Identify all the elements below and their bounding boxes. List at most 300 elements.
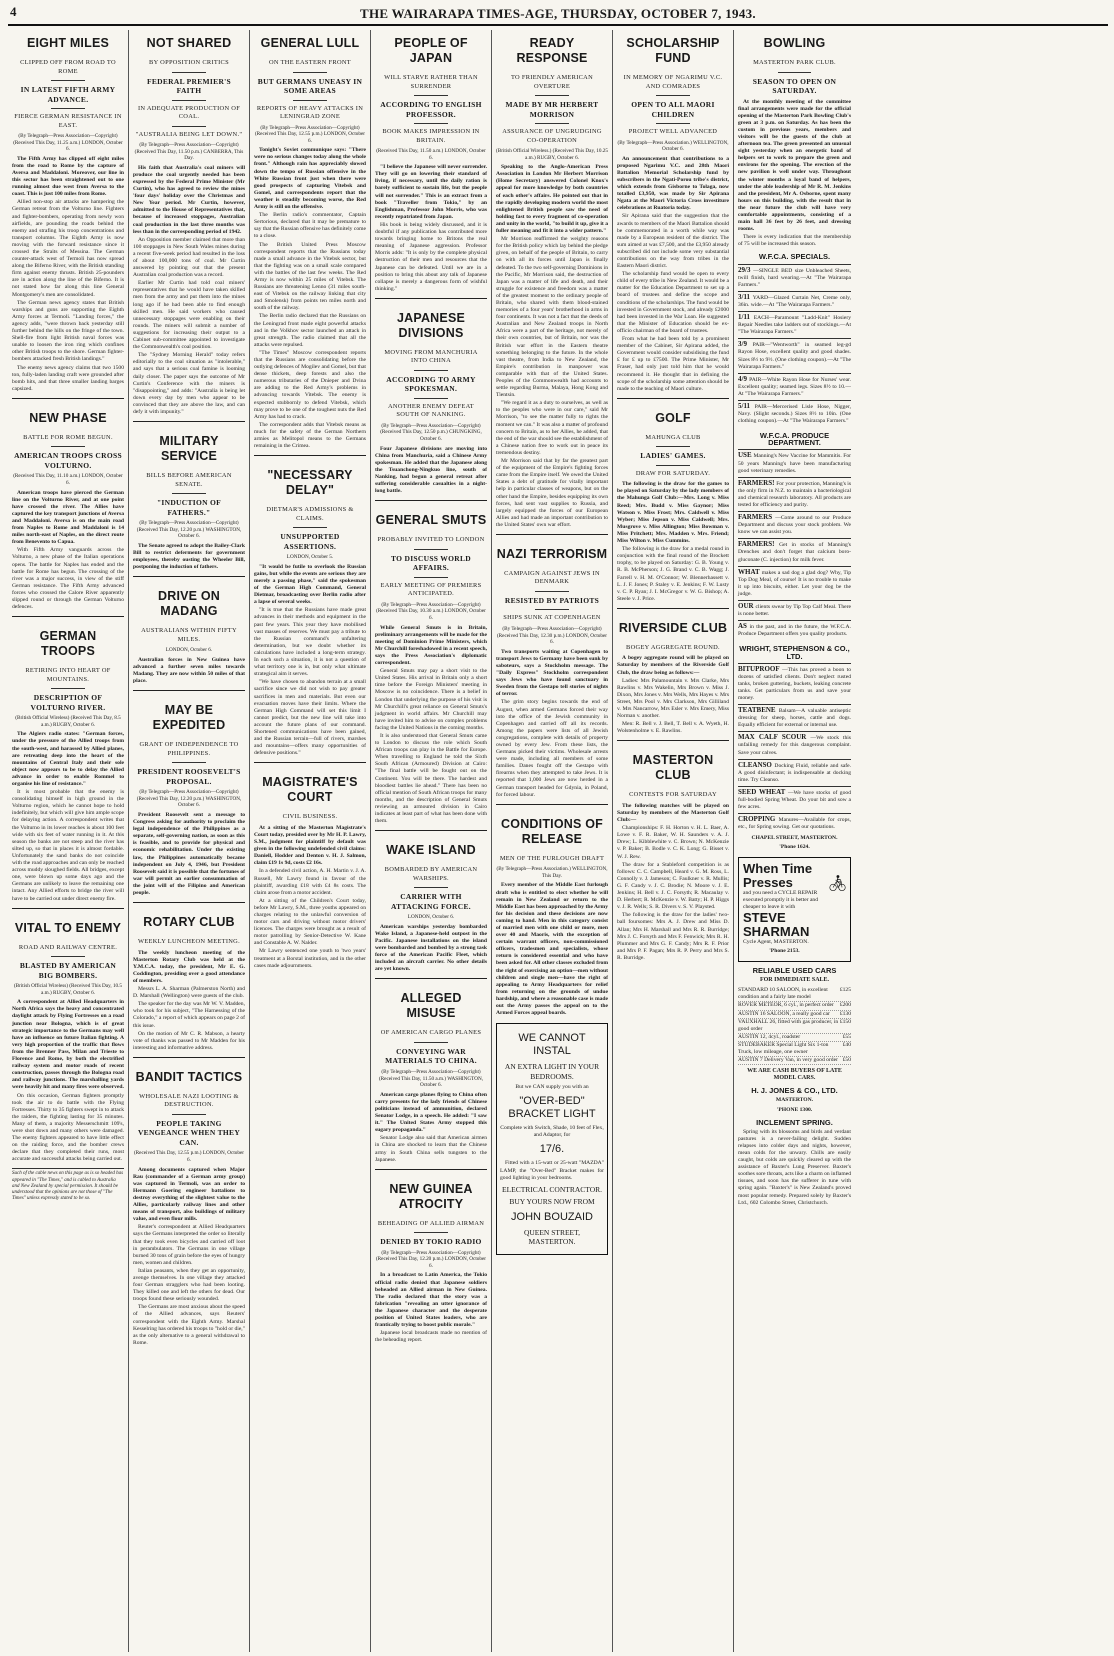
item-text: Manning's New Vaccine for Mammitis. For 50 years Manning's have been manufacturing good veterinary remedies. [738, 453, 851, 474]
item-text: For your protection, Manning's is the only firm in N.Z. to maintain a bacteriological and chemical research laboratory. All products are tested for efficiency and purity. [738, 480, 852, 508]
headline: VITAL TO ENEMY [14, 920, 122, 935]
deck: PRESIDENT ROOSEVELT'S PROPOSAL. [137, 767, 241, 786]
deck: PROBABLY INVITED TO LONDON [377, 536, 485, 544]
deck-rule [778, 72, 812, 73]
car-price: £55 [842, 1033, 851, 1040]
ad-address: QUEEN STREET, MASTERTON. [523, 1227, 581, 1247]
classified-item [738, 511, 851, 538]
deck-rule [172, 100, 206, 101]
paragraph: "It would be futile to overlook the Russian gains, but while the events are serious they are merely a passing phase," said the spokesman of the German High Command, General Dietmar, broadcasting over Berlin radio after a lapse of several weeks. [254, 563, 366, 606]
deck: OF AMERICAN CARGO PLANES [380, 1029, 482, 1037]
dateline: (By Telegraph—Press Association—Copyright) (Received This Day, 10.30 a.m.) LONDON, October 6. [376, 601, 486, 621]
deck: MAHUNGA CLUB [645, 433, 701, 441]
paragraph: Four Japanese divisions are moving into China from Manchuria, said a Chinese Army spokesman. He added that the Japanese along the Tsuanchong-Ningkuo line, south of Nanking, had begun a general retreat after suffering considerable casualties in a night-long battle. [375, 445, 487, 495]
headline: PEOPLE OF JAPAN [394, 36, 468, 65]
deck-rule [51, 108, 85, 109]
used-cars-advert [738, 967, 851, 1114]
deck: ANOTHER ENEMY DEFEAT SOUTH OF NANKING. [388, 402, 474, 419]
article [254, 455, 366, 757]
deck-rule [51, 956, 85, 957]
item-lead: TEATBENE [738, 706, 779, 715]
item-text: —We have stocks of good full-bodied Spring Wheat. Do your bit and sow a few acres. [738, 789, 851, 811]
article [496, 534, 608, 799]
ad-name: JOHN BOUZAID [511, 1210, 593, 1223]
paragraph: At a sitting of the Masterton Magistrate's Court today, presided over by Mr H. P. Lawry, S.M., judgment for plaintiff by default was given in the following undefended civil claims: Daniell, Hodder and Denton v. H. J. Salmon, claim £19 1s 9d, costs £2 16s. [254, 824, 366, 867]
deck: SHIPS SUNK AT COPENHAGEN [503, 614, 601, 622]
cycle-advert-text [743, 862, 826, 957]
deck: RETIRING INTO HEART OF MOUNTAINS. [25, 667, 111, 683]
paragraph: The Senate agreed to adopt the Bailey-Clark Bill to restrict deferments for government employees, thereby ousting the Wheeler Bill, postponing the induction of fathers. [133, 542, 245, 571]
baxters-advert [738, 1119, 851, 1207]
article [12, 36, 124, 393]
car-name: STANDARD 10 SALOON, in excellent condition and a fairly late model [738, 987, 828, 1001]
paragraph: At a sitting of the Children's Court today, before Mr Lawry, S.M., three youths appeared on charges relating to the unlawful conversion of motor cars and driving without motor drivers' licences. The charges were brought as a result of motor patrolling by Senior-Detective W. Kane and Constable A. W. Nalder. [254, 897, 366, 947]
paragraph: The Berlin radio declared that the Russians on the Leningrad front made eight powerful attacks and in the Volkhov sector launched an attack in great strength. The radio claimed that all the attacks were repulsed. [254, 313, 366, 348]
headline: NAZI TERRORISM [496, 546, 608, 561]
deck-rule [535, 95, 569, 96]
deck: FEDERAL PREMIER'S FAITH [146, 76, 232, 95]
deck: RESISTED BY PATRIOTS [504, 595, 600, 605]
paragraph: In a broadcast to Latin America, the Tokio official radio denied that Japanese soldiers beheaded an Allied airman in New Guinea. The radio declared that the story was a fabrication "revealing an utter ignorance of the Japanese character and the desperate position of United States leaders, who are frantically trying to boost public morale." [375, 1272, 487, 1329]
item-text: Manures—Available for crops, etc., for Spring sowing. Get our quotations. [738, 817, 851, 831]
deck: LADIES' GAMES. [640, 451, 706, 461]
paragraph: A bogey aggregate round will be played on Saturday by members of the Riverside Golf Club, the draw being as follows:— [617, 655, 729, 676]
headline: EIGHT MILES [26, 36, 110, 50]
paragraph: The enemy news agency claims that two 1500 ton, fully-laden landing craft were grounded after bomb hits, and that three smaller landing barges capsized. [12, 364, 124, 392]
item-lead: 4/9 [738, 374, 750, 383]
paragraph: Mr Morrison reaffirmed the weighty reasons for the British policy which lay behind the pledge given, on behalf of the people of Britain, to carry on with all its forces until Japan is finally defeated. To the two self-governing Dominions in the Pacific, Mr Morrison said, the destruction of Japan was a matter of life and death, and their struggle for existence and freedom was a matter of the greatest moment to the ordinary people of Britain, who shared with them blood-stained memories of a four years' brotherhood in arms in four continents. It was not a fact that the deeds of Australian and New Zealand troops in North Africa were a part of the heritage, not merely of their own countries, but of Britain, nor was the British war effort in the Eastern theatre something belonging to the future. In the whole vast theatre, from India to New Zealand, the Empire's contribution in manpower was comparable with that of the United States. Peoples of the Commonwealth had accounts to settle regarding Burma, Malaya, Hong Kong and Tientsin. [496, 236, 608, 399]
deck: DESCRIPTION OF VOLTURNO RIVER. [30, 693, 106, 712]
paragraph: "We have chosen to abandon terrain at a small sacrifice since we did not wish to pay greater sacrifices in men and materials. But even our evacuation moves have their limits. Where the German High Command will set this limit I cannot predict, but the new line will take into account the future plans of our command. Shortened communications have been gained, and the Russian terrain—full of rivers, marshes and mountains—offers many opportunities of defensive positions." [254, 679, 366, 757]
deck-rule [535, 609, 569, 610]
paragraph: Championships: F. H. Horton v. H. L. Baer, A. Lowe v. F. R. Baker, W. H. Saunders v. A. J. Drew; L. Kibblewhite v. C. Brown; N. McKenzie v. P. Baker; B. Bodle v. C. K. Long; G. Bisset v. W. J. Rew. [617, 825, 729, 860]
deck: OPEN TO ALL MAORI CHILDREN [631, 100, 715, 119]
headline: GENERAL LULL [260, 36, 360, 50]
paragraph: His book is being widely discussed, and it is doubtful if any publication has contributed more towards bringing home to Britons the real meaning of Japanese aggression. Professor Morris adds: "It is only by the complete physical destruction of their men and resources that the Japanese can be defeated. Until we are in a position to bring this about any talk of Japanese collapse is merely a dangerous form of wishful thinking." [375, 221, 487, 292]
page-number: 4 [10, 4, 17, 19]
dateline: LONDON, October 5. [286, 554, 334, 561]
classified-item [738, 786, 851, 813]
item-lead: CLEANSO [738, 760, 775, 769]
advert-text: Spring with its blossoms and birds and verdant pastures is a never-failing delight. Sudden relapses into colder days and nights, however, mean colds for the unwary. Chills are easily caught, but colds are quickly cleared up with the assistance of Baxter's Lung Preserver. Baxter's soothes sore throats, acts like a charm on inflamed tissues, and soon has the sufferer in tune with spring again. "Baxter's" is New Zealand's proved most popular remedy. Prepared solely by Baxter's Ltd., 602 Colombo Street, Christchurch. [738, 1128, 851, 1206]
classified-item [738, 373, 851, 400]
article [375, 978, 487, 1163]
paragraph: The British United Press Moscow correspondent reports that the Russians today made a small advance in the Vitebsk sector, but that the fighting was on a small scale compared with the battles of the last few weeks. The Red Army is now within 25 miles of Vitebsk. The Russians are threatening Lenno (31 miles south-east of Vitebsk on the railway linking that city and Smolensk) from points ten miles north and south of the railway. [254, 241, 366, 312]
dateline: (By Telegraph—Press Association—Copyright) (Received This Day, 11.50 p.m.) CANBERRA, This Day. [134, 142, 244, 162]
paragraph: While General Smuts is in Britain, preliminary arrangements will be made for the meeting of Dominion Prime Ministers, which Mr Churchill foreshadowed in a recent speech, says the Press Association's diplomatic correspondent. [375, 624, 487, 667]
item-lead: 3/11 [738, 292, 753, 301]
item-text: Get in stocks of Manning's Drenches and don't forget that calcium boro-gluconate (C. injection) for milk fever. [738, 542, 851, 563]
headline: NOT SHARED [146, 36, 232, 50]
article [375, 500, 487, 825]
dateline: (Received This Day, 12.55 p.m.) LONDON, October 6. [133, 1150, 245, 1163]
item-text: Docking Fluid, reliable and safe. A good disinfectant; is indispensable at docking time. Try Cleanso. [738, 762, 852, 783]
item-lead: 5/11 [738, 401, 755, 410]
paragraph: Two transports waiting at Copenhagen to transport Jews to Germany have been sunk by saboteurs, says a Stockholm message. The "Daily Express" Stockholm correspondent says Jews who have found sanctuary in Sweden from the Gestapo tell stories of nights of terror. [496, 648, 608, 698]
deck: "AUSTRALIA BEING LET DOWN." [135, 130, 243, 138]
paragraph: The speaker for the day was Mr W. V. Madden, who took for his subject, "The Harnessing of the Colorado," a report of which appears on page 2 of this issue. [133, 1001, 245, 1029]
item-text: YARD—Glazed Curtain Net, Creme only, 36in. wide.—At "The Wairarapa Farmers." [738, 294, 851, 308]
columns [8, 30, 1108, 1652]
bouzaid-advert [496, 1023, 608, 1255]
article [12, 616, 124, 902]
ad-line: But we CAN supply you with an [515, 1084, 589, 1091]
headline: SCHOLARSHIP FUND [626, 36, 720, 65]
deck: BY OPPOSITION CRITICS [149, 59, 229, 66]
headline: NEW PHASE [29, 410, 107, 425]
deck: PROJECT WELL ADVANCED [628, 128, 718, 135]
paragraph: American troops have pierced the German line on the Volturno River, and at one point have crossed the river. The Allies have captured the key transport junctions of Aversa and Maddaloni. Aversa is on the main road from Naples to Rome and Maddaloni is 14 miles north-east of Naples, on the direct route from Benevento to Capua. [12, 489, 124, 546]
deck: AUSTRALIANS WITHIN FIFTY MILES. [141, 627, 237, 643]
headline: WAKE ISLAND [386, 843, 476, 858]
article [617, 740, 729, 962]
car-name: AUSTIN 7 Delivery Van, in very good order [738, 1057, 838, 1064]
paragraph: Ladies: Mrs Palamountain v. Mrs Clarke, Mrs Rawlins v. Mrs Wakelin, Mrs Brown v. Miss J. Dixon, Mrs Jones v. Mrs Wells, Mrs Hayes v. Mrs Street, Mrs Pool v. Mrs Clarkson, Mrs Gilliland v. Mrs Nancarrow, Mrs Esler v. Mrs Emery, Miss Norman v. another. [617, 677, 729, 720]
deck: MASTERTON PARK CLUB. [753, 59, 836, 66]
headline: MASTERTON CLUB [632, 753, 714, 783]
car-price: £40 [842, 1041, 851, 1048]
item-text: —This has proved a boon to dozens of satisfied clients. Don't neglect rusted tanks, broken guttering, buckets, leaking concrete tanks. Get particulars from us and save your money. [738, 666, 851, 701]
dateline: (By Telegraph—Press Association.) WELLINGTON, October 6. [617, 139, 729, 153]
deck-rule [51, 688, 85, 689]
headline: MAY BE EXPEDITED [152, 703, 226, 733]
deck: BEHEADING OF ALLIED AIRMAN [377, 1219, 485, 1227]
deck: UNSUPPORTED ASSERTIONS. [280, 532, 340, 551]
classified-item [738, 663, 851, 704]
item-text: in the past, and in the future, the W.F.C.A. Produce Department offers you quality products. [738, 624, 851, 638]
item-text: Balsam—A valuable antiseptic dressing for sheep, horses, cattle and dogs. Equally efficient for external or internal use. [738, 708, 851, 729]
paragraph: The German news agency states that British warships and guns are supporting the Eighth Army forces at Termoli. "Landing forces," the agency adds, "were thrown back yesterday still further behind the hills on the fringe of the town. Shell-fire from light British naval forces was unable to loosen the iron ring which confines other British troops to the shore. German fighter-bombers attacked fresh British landings." [12, 299, 124, 363]
paragraph: An Opposition member claimed that more than 100 stoppages in New South Wales mines during a recent five-week period had resulted in the loss of about 100,000 tons of coal. Mr Curtin answered by pointing out that the present Australian coal production was a record. [133, 236, 245, 279]
ad-line: BUY YOURS NOW FROM [509, 1197, 595, 1207]
classified-item [738, 291, 851, 311]
paragraph: Men: R. Bell v. J. Bell, T. Bell v. A. Wyeth, H. Wolstenholme v. E. Rawlins. [617, 721, 729, 735]
deck-rule [656, 95, 690, 96]
section-title: RELIABLE USED CARS [752, 966, 837, 976]
item-text: PAIR—"Wentworth" in seamed leg-gd Rayon Hose, excellent quality and good shades. Sizes 8½ to 9½. (One clothing coupon).—At "The Wairarapa Farmers." [738, 342, 851, 370]
classified-item [738, 566, 851, 600]
classified-item [738, 477, 851, 511]
headline: RIVERSIDE CLUB [618, 620, 728, 635]
deck: BOMBARDED BY AMERICAN WARSHIPS. [384, 866, 478, 882]
article [617, 36, 729, 393]
article [133, 36, 245, 416]
ad-line: Complete with Switch, Shade, 10 feet of Flex, and Adaptor, for [500, 1125, 604, 1139]
paragraph: In a defended civil action, A. H. Martin v. J. A. Russell, Mr Lawry found in favour of the plaintiff, awarding £18 with £4 8s costs. The claim arose from a motor accident. [254, 868, 366, 896]
deck-rule [172, 762, 206, 763]
item-text: —We stock this unfailing remedy for this dangerous complaint. Save your calves. [738, 735, 851, 756]
deck-rule [535, 123, 569, 124]
ad-body: and you need a CYCLE REPAIR executed promptly it is better and cheaper to leave it with [743, 889, 819, 910]
deck: BUT GERMANS UNEASY IN SOME AREAS [257, 76, 363, 95]
headline: BOWLING [763, 36, 826, 50]
deck: WHOLESALE NAZI LOOTING & DESTRUCTION. [139, 1092, 239, 1109]
item-lead: SEED WHEAT [738, 787, 788, 796]
deck: GRANT OF INDEPENDENCE TO PHILIPPINES. [139, 741, 239, 757]
cycle-advert [738, 857, 851, 962]
section-title: WRIGHT, STEPHENSON & CO., LTD. [739, 644, 850, 661]
deck: SEASON TO OPEN ON SATURDAY. [752, 76, 837, 95]
paragraph: "I believe the Japanese will never surrender. They will go on lowering their standard of living, if necessary, until the daily ration is barely sufficient to sustain life, but the people will not surrender." This is an extract from a book "Traveller from Tokio," by an Englishman, Professor John Morris, who was recently repatriated from Japan. [375, 164, 487, 220]
deck: ACCORDING TO ARMY SPOKESMAN. [386, 374, 476, 394]
headline: ROTARY CLUB [143, 915, 235, 930]
dateline: (By Telegraph—Press Association—Copyright) (Received This Day, 12.20 p.m.) LONDON, October 6. [375, 1249, 487, 1269]
ad-line: ELECTRICAL CONTRACTOR. [501, 1184, 602, 1194]
car-listing [738, 1042, 851, 1057]
headline: CONDITIONS OF RELEASE [501, 816, 603, 846]
article [375, 36, 487, 293]
article [133, 690, 245, 897]
paragraph: President Roosevelt sent a message to Congress asking for authority to proclaim the legal independence of the Philippines as a separate, self-governing nation, as soon as this is feasible, and to provide for physical and economic rehabilitation. Under the existing law, the Philippines automatically became independent on July 4, 1946, but President Roosevelt said it is possible that the fortunes of war will permit an earlier consummation of the joint will of the Filipino and American people. [133, 811, 245, 896]
headline: GOLF [655, 410, 691, 425]
classified-item [738, 264, 851, 291]
deck-rule [414, 370, 448, 371]
dateline: (By Telegraph—Press Association—Copyright) (Received This Day, 12.30 p.m.) LONDON, October 6. [496, 625, 608, 646]
car-price: £150 [839, 1018, 851, 1025]
car-name: ROVER METEOR, 6 cyl., in perfect order [738, 1002, 834, 1009]
paragraph: An announcement that contributions to a proposed Ngarimu V.C. and 28th Maori Battalion Memorial Scholarship fund by subscribers in the Ngati-Porou tribe's district, which extends from Gisborne to Tolaga, now totalled £3,950, was made by Sir Apirana Ngata at the Maori Victoria Cross investiture celebrations at Ruatoria today. [617, 155, 729, 212]
car-listing [738, 1057, 851, 1065]
deck: PEOPLE TAKING VENGEANCE WHEN THEY CAN. [137, 1118, 241, 1147]
article [12, 398, 124, 611]
dateline: (By Telegraph—Press Association—Copyright) (Received This Day, 11.50 a.m.) WASHINGTON, October 6. [378, 1068, 484, 1089]
deck: ACCORDING TO ENGLISH PROFESSOR. [380, 100, 482, 119]
deck: CONTESTS FOR SATURDAY [629, 791, 717, 799]
ad-name: STEVE SHARMAN [743, 909, 810, 939]
deck: MADE BY MR HERBERT MORRISON [505, 100, 599, 119]
classified-item [738, 538, 851, 565]
deck: REPORTS OF HEAVY ATTACKS IN LENINGRAD ZONE [256, 104, 364, 120]
deck-rule [656, 465, 690, 466]
headline: READY RESPONSE [516, 36, 588, 65]
deck: IN ADEQUATE PRODUCTION OF COAL. [137, 104, 241, 120]
paragraph: The grim story begins towards the end of August, when armed Germans forced their way into the office of the Jewish community in Copenhagen and carried off all its records. Among the papers were lists of all Jewish congregations, complete with details of property owned by every Jew. From these lists, the Germans picked their victims. Wholesale arrests were made, including all members of some families. Danes fought off the Gestapo with firearms when they attempted to take Jews. It is reported that 1,000 Jews are now herded in a German transport headed for Gdynia, in Poland, for forced labour. [496, 699, 608, 798]
newspaper-page [8, 4, 1108, 1652]
headline: MAGISTRATE'S COURT [262, 775, 358, 805]
masthead-title: THE WAIRARAPA TIMES-AGE, THURSDAY, OCTOBER 7, 1943. [359, 6, 756, 22]
paragraph: Mr Morrison said that by far the greatest part of the equipment of the Empire's fighting forces came from the Empire itself. We owed the United States a debt of gratitude for vitally important help in particular classes of weapons, but on the other hand the Empire, besides equipping its own forces, had sent vast supplies to Russia, and largely equipped the forces of our European Allies and had made an important contribution to the United States' own war effort. [496, 458, 608, 528]
dateline: (British Official Wireless) (Received This Day, 8.5 a.m.) RUGBY, October 6. [15, 715, 121, 728]
column-4 [371, 30, 492, 1652]
car-listing [738, 1002, 851, 1010]
deck-rule [293, 527, 327, 528]
deck: WEEKLY LUNCHEON MEETING. [138, 938, 240, 946]
article [133, 421, 245, 571]
deck: TO FRIENDLY AMERICAN OVERTURE [510, 74, 594, 90]
wfca-specials [738, 253, 851, 427]
paragraph: From what he had been told by a prominent member of the Cabinet, Sir Apirana added, the Government would consider subsidising the fund £ for £ up to £7500. The Prime Minister, Mr Fraser, had only just told him that he would recommend it. He thought that in defining the scope of the scholarship some attention should be made to the teaching of Maori culture. [617, 336, 729, 392]
paragraph: On this occasion, German fighters promptly took the air to do battle with the Flying Fortresses. Thirty to 35 fighters swept in to attack the raiders, the fighting lasting for 35 minutes. Many of them, a majority Messerschmitt 109's, were shot down and many others were damaged. The enemy fighters appeared to have little effect on the raiding force, and the bomber crews declare that they completed their runs, most accurate and successful attacks being carried out. [12, 1092, 124, 1163]
item-text: clients swear by Tip Top Calf Meal. There is none better. [738, 604, 852, 618]
deck: "INDUCTION OF FATHERS." [156, 498, 222, 517]
item-lead: 1/11 [738, 313, 754, 322]
classified-item [738, 600, 851, 620]
dateline: (By Telegraph—Press Association—Copyright) (Received This Day, 12.20 p.m.) WASHINGTON, October 6. [136, 789, 242, 809]
article [133, 902, 245, 1052]
item-lead: OUR [738, 602, 756, 611]
deck: BLASTED BY AMERICAN BIG BOMBERS. [19, 961, 117, 980]
paragraph: His faith that Australia's coal miners will produce the coal urgently needed has been expressed by the Federal Prime Minister (Mr Curtin), who has agreed to review the mines 'four days' holiday over the Christmas and New Year period. Mr Curtin, however, admitted to the House of Representatives that, because of increased stoppages, Australian coal production in the last three months was less than in the corresponding period of 1942. [133, 164, 245, 235]
article [133, 576, 245, 685]
item-lead: BITUPROOF [738, 664, 783, 673]
dateline: (By Telegraph—Press Association—Copyright) (Received This Day, 12.55 p.m.) LONDON, October 6. [254, 124, 366, 144]
item-lead: FARMERS [738, 513, 776, 522]
headline: DRIVE ON MADANG [157, 589, 221, 619]
paragraph: The Germans are most anxious about the speed of the Allied advances, says Reuters' correspondent with the Eighth Army. Marshal Kesselring has ordered his troops to "hold or die," as the only alternative to a general withdrawal to Rome. [133, 1304, 245, 1346]
ad-sub: Cycle Agent, MASTERTON. [743, 938, 809, 945]
deck: CIVIL BUSINESS. [282, 813, 338, 821]
classified-item [738, 704, 851, 731]
item-lead: AS [738, 622, 750, 631]
item-text: makes a sad dog a glad dog? Why, Tip Top Dog Meal, of course! It is no trouble to make it up into biscuits, either. Let your dog be the judge. [738, 569, 851, 597]
paragraph: Messrs L. A. Sharman (Palmerston North) and D. Marshall (Wellington) were guests of the club. [133, 986, 245, 1000]
paragraph: "We regard it as a duty to ourselves, as well as to the peoples who were in our care," said Mr Morrison, "to see the matter fully to rights the moment we can." It was also a matter of profound concern to Britain, as to her Allies, he added, that the end of the war should see the establishment of a Chinese nation free to work out in peace its tremendous destiny. [496, 400, 608, 456]
item-lead: WHAT [738, 567, 762, 576]
deck-rule [293, 100, 327, 101]
deck-rule [414, 577, 448, 578]
classified-item [738, 759, 851, 786]
paragraph: The correspondent adds that Vitebsk means as much for the safety of the German Northern armies as Melitopol means to the Germans remaining in the Crimea. [254, 421, 366, 450]
car-name: VAUXHALL 26, fitted with gas producer, in good order [738, 1018, 839, 1032]
paragraph: Tonight's Soviet communique says: "There were no serious changes today along the whole front." Although rain has appreciably slowed down the tempo of Russian offensive in the White Russian front just when there were good prospects of capturing Vitebsk and Gomel, and correspondents report that the weather is steadily becoming worse, the Red Army is still on the offensive. [254, 147, 366, 211]
paragraph: A correspondent at Allied Headquarters in North Africa says the heavy and concentrated daylight attack by Flying Fortresses on a road junction near Bologna, which is of great strategic importance to the Germans may well have an influence on future Italian fighting. A very high proportion of the traffic that flows from the Brenner Pass, Milan and Trieste to Florence and Rome, by both the electrified railway system and motor roads of recent construction, passes through the Bologna road and railway junctions. The marshalling yards were heavily hit and many fires were observed. [12, 999, 124, 1091]
paragraph: With Fifth Army vanguards across the Volturno, a new phase of the Italian operations opens. The battle for Naples has ended and the battle for Rome has begun. The crossing of the river was a major success, in view of the stiff German resistance. The Fifth Army advanced forces who crossed the Calore River apparently slipped round or through the German Volturno defences. [12, 547, 124, 611]
paragraph: Reuter's correspondent at Allied Headquarters says the Germans interpreted the order so literally that they took even bicycles and carried off loot in perambulators. The Germans in one village burned 30 tons of grain before the eyes of hungry men, women and children. [133, 1224, 245, 1266]
classified-item [738, 338, 851, 372]
car-listing [738, 1019, 851, 1034]
ad-phone: 'Phone 2153. [769, 947, 800, 954]
deck-rule [414, 123, 448, 124]
deck: WILL STARVE RATHER THAN SURRENDER [384, 74, 478, 90]
dateline: (By Telegraph—Press Association—Copyright) (Received This Day, 12.20 p.m.) WASHINGTON, October 6. [136, 520, 242, 540]
masthead [8, 4, 1108, 26]
car-price: £130 [839, 1010, 851, 1017]
article [133, 1057, 245, 1347]
dateline: (By Telegraph—Press Association.) WELLINGTON, This Day. [496, 866, 608, 879]
dateline: (Received This Day, 11.50 a.m.) LONDON, October 6. [376, 148, 486, 161]
car-price: £125 [839, 987, 851, 994]
deck: IN MEMORY OF NGARIMU V.C. AND COMRADES [623, 74, 723, 90]
dateline: (Received This Day, 11.10 a.m.) LONDON, October 6. [13, 473, 123, 486]
ad-price: 17/6. [539, 1143, 565, 1156]
paragraph: On the motion of Mr C. R. Mabson, a hearty vote of thanks was passed to Mr Madden for his interesting and informative address. [133, 1030, 245, 1051]
article [254, 762, 366, 969]
classified-item [738, 449, 851, 476]
paragraph: The following matches will be played on Saturday by members of the Masterton Golf Club:— [617, 802, 729, 824]
dateline: (By Telegraph—Press Association—Copyright) (Received This Day, 12.50 p.m.) CHUNGKING, October 6. [380, 422, 482, 443]
ad-headline: WE CANNOT INSTAL [518, 1032, 586, 1058]
car-price: £50 [842, 1057, 851, 1064]
item-text: —Come around to our Produce Department and discuss your stock problem. We know we can assist you. [738, 515, 851, 536]
car-name: AUSTIN 12, 4cyl., roadster [738, 1033, 801, 1040]
deck: TO DISCUSS WORLD AFFAIRS. [391, 553, 471, 573]
deck-rule [172, 493, 206, 494]
deck: ASSURANCE OF UNGRUDGING CO-OPERATION [502, 128, 602, 144]
item-lead: 29/3 [738, 265, 754, 274]
item-lead: FARMERS! [738, 478, 777, 487]
deck-rule [414, 549, 448, 550]
deck-rule [51, 80, 85, 81]
paragraph: The following is the draw for the games to be played on Saturday by the lady members of the Mahunga Golf Club:—Mrs. Long v. Miss Reed; Mrs. Budd v. Miss Gaynor; Miss Watson v. Miss Frost; Mrs. Caldwell v. Miss Wyber; Miss Jepson v. Miss Caldwell; Mrs. Musgrove v. Miss Allington; Miss Bowman v. Miss Pritchett; Mrs. Madden v. Mrs. Friend; Miss Wilton v. Miss Cummins. [617, 481, 729, 545]
paragraph: Japanese local broadcasts made no mention of the beheading report. [375, 1330, 487, 1344]
article [617, 398, 729, 603]
item-lead: CROPPING [738, 815, 779, 824]
item-text: —SINGLE BED size Unbleached Sheets, twill finish, hard wearing.—At "The Wairarapa Farmers." [738, 267, 851, 288]
headline: BANDIT TACTICS [135, 1069, 243, 1084]
item-text: PAIR—Mercerised Lisle Hose, Nigger, Navy. (Slight seconds.) Sizes 8½ to 10in. (One clothing coupon).—At "The Wairarapa Farmers." [738, 403, 852, 425]
headline: ALLEGED MISUSE [400, 991, 462, 1021]
paragraph: "It is true that the Russians have made great advances in their methods and equipment in the past few years. This year they have mobilised vast masses of reserves. We must pay a tribute to the Russian command's unfaltering determination, but we doubt whether its calculations have included a long-term strategy. In each such a situation, it is not a question of what territory one is in, but only what ultimate strategical aim it serves. [254, 607, 366, 678]
car-listing [738, 1034, 851, 1042]
deck: ON THE EASTERN FRONT [268, 59, 352, 66]
deck-rule [51, 446, 85, 447]
article [738, 36, 851, 248]
dealer-phone: 'PHONE 1300. [776, 1106, 813, 1113]
headline: GENERAL SMUTS [375, 513, 487, 528]
headline: "NECESSARY DELAY" [267, 468, 353, 498]
deck: BILLS BEFORE AMERICAN SENATE. [146, 472, 232, 488]
article [617, 608, 729, 736]
column-7 [734, 30, 855, 1652]
wfca-produce [738, 432, 851, 640]
deck-rule [414, 1232, 448, 1233]
section-title: W.F.C.A. SPECIALS. [758, 252, 831, 262]
deck-rule [293, 72, 327, 73]
phone: 'Phone 1624. [779, 844, 810, 851]
wright-stephenson [738, 645, 851, 851]
article [496, 804, 608, 1017]
item-lead: 3/9 [738, 340, 753, 349]
dateline: LONDON, October 6. [165, 647, 213, 654]
paragraph: The following is the draw for the ladies' two-ball foursomes: Mrs A. J. Drew and Miss D. Allan; Mrs H. Marshall and Mrs R. R. Burridge; Mrs J. C. Forsyth and Mrs F. Fenwick; Mrs R. H. Plummer and Mrs G. F. Candy; Mrs R. F. Prior and Mrs P. F. Pagan; Mrs R. P. Perry and Mrs S. R. Burridge. [617, 912, 729, 961]
car-name: AUSTIN 16 SALOON, a really good car [738, 1010, 830, 1017]
deck-rule [535, 591, 569, 592]
deck-rule [172, 126, 206, 127]
car-listing [738, 987, 851, 1002]
item-lead: USE [738, 451, 754, 460]
classified-item [738, 813, 851, 833]
deck: DENIED BY TOKIO RADIO [380, 1237, 482, 1247]
deck: IN LATEST FIFTH ARMY ADVANCE. [20, 85, 116, 104]
paragraph: There is every indication that the membership of 75 will be increased this season. [738, 234, 851, 248]
ad-product: "OVER-BED" BRACKET LIGHT [508, 1095, 596, 1121]
dateline: (British Official Wireless.) (Received This Day, 10.25 a.m.) RUGBY, October 6. [496, 148, 608, 161]
paragraph: The "Sydney Morning Herald" today refers editorially to the coal situation as "intolerable," and says that a serious coal famine is looming daily closer. The paper says the outcome of Mr Curtin's Conference with the miners is "disappointing," and adds: "Australia is being let down every day by men who appear to be convinced that they are above the law, and can defy it with impunity." [133, 352, 245, 415]
article [375, 830, 487, 973]
paragraph: Every member of the Middle East furlough draft who is entitled to elect whether he will remain in New Zealand or return to the Middle East has been approached by the Army for his decision and these decisions are now coming to hand. Men in this category consist of married men with one child or more, men over 40 and Maoris, with the exception of certain warrant officers, non-commissioned officers, tradesmen and specialists, whose return is considered essential and who have been asked for. All other classes excluded from the right of exercising an option—men without children and single men—have the right of appealing to Army Headquarters for relief from returning on the grounds of undue hardship, and where a reasonable case is made out the Army passes the appeal on to the Armed Forces appeal boards. [496, 882, 608, 1017]
paragraph: Among documents captured when Major Rau (commander of a German army group) was captured in Termoli, was an order to Hermann Goering engineer battalions to destroy everything of the slightest value to the Allies, particularly railway lines and other means of transport, also buildings of military value, and even flour mills. [133, 1166, 245, 1223]
deck: MOVING FROM MANCHURIA INTO CHINA [384, 348, 478, 365]
classified-item [738, 620, 851, 640]
paragraph: American warships yesterday bombarded Wake Island, a Japanese-held outpost in the Pacific. Japanese installations on the island were bombarded and bombed by a strong task force of the American Pacific Fleet, which included an aircraft carrier. No other details are yet known. [375, 923, 487, 973]
paragraph: Allied non-stop air attacks are hampering the German retreat from the Volturno line. Fighters and fighter-bombers, operating from newly won airfields, are pounding the roads behind the enemy and strafing his troop concentrations and transport columns. The Eighth Army is now moving with the forward resistance since it crossed the Straits of Messina. The German counter-attack west of Termoli has now spread along the Biferno River, with the British standing firm against enemy thrusts. British 25-pounders are in action along the line of the Biferno. It is not stated how far along this line General Montgomery's men are consolidated. [12, 199, 124, 298]
deck-rule [414, 95, 448, 96]
item-lead: MAX CALF SCOUR [738, 733, 811, 742]
paragraph: The scholarship fund would be open to every child of every tribe in New Zealand. It would be a matter for the Education Department to set up a board of trustees and define the scope and conditions of the scholarships. The fund would be invested in Government stock, and already £2000 had been invested in the War Loan. He suggested that the Minister of Education should be ex-officio chairman of the board of trustees. [617, 271, 729, 334]
paragraph: Sir Apirana said that the suggestion that the awards to members of the Maori Battalion should be commemorated in a worth while way was made by a European resident of the district. The sum aimed at was £7,500, and the £3,950 already subscribed did not include some very substantial contributions on the way from tribes in the Eastern Maori district. [617, 213, 729, 270]
paragraph: General Smuts may pay a short visit to the United States. His arrival in Britain only a short time before the Foreign Ministers' meeting in Moscow is no coincidence. There is a belief in London that underlying the purpose of his visit is Mr Churchill's great reliance on General Smuts's judgment in world affairs. Mr Churchill may have invited him to advise on complex problems facing the United Nations in the coming months. [375, 668, 487, 731]
paragraph: The Fifth Army has clipped off eight miles from the road to Rome by the capture of Aversa and Maddaloni. Moreover, our line in this sector has been straightened out to one running almost due west from Aversa to the coast. This is just 100 miles from Rome. [12, 155, 124, 198]
article [254, 36, 366, 450]
deck: CARRIER WITH ATTACKING FORCE. [391, 892, 471, 911]
address: CHAPEL STREET, MASTERTON. [751, 835, 838, 842]
deck-rule [172, 1114, 206, 1115]
deck: FIERCE GERMAN RESISTANCE IN EAST. [14, 113, 122, 129]
deck-rule [656, 123, 690, 124]
section-subtitle: FOR IMMEDIATE SALE. [759, 977, 830, 984]
column-6 [613, 30, 734, 1652]
deck-rule [172, 72, 206, 73]
